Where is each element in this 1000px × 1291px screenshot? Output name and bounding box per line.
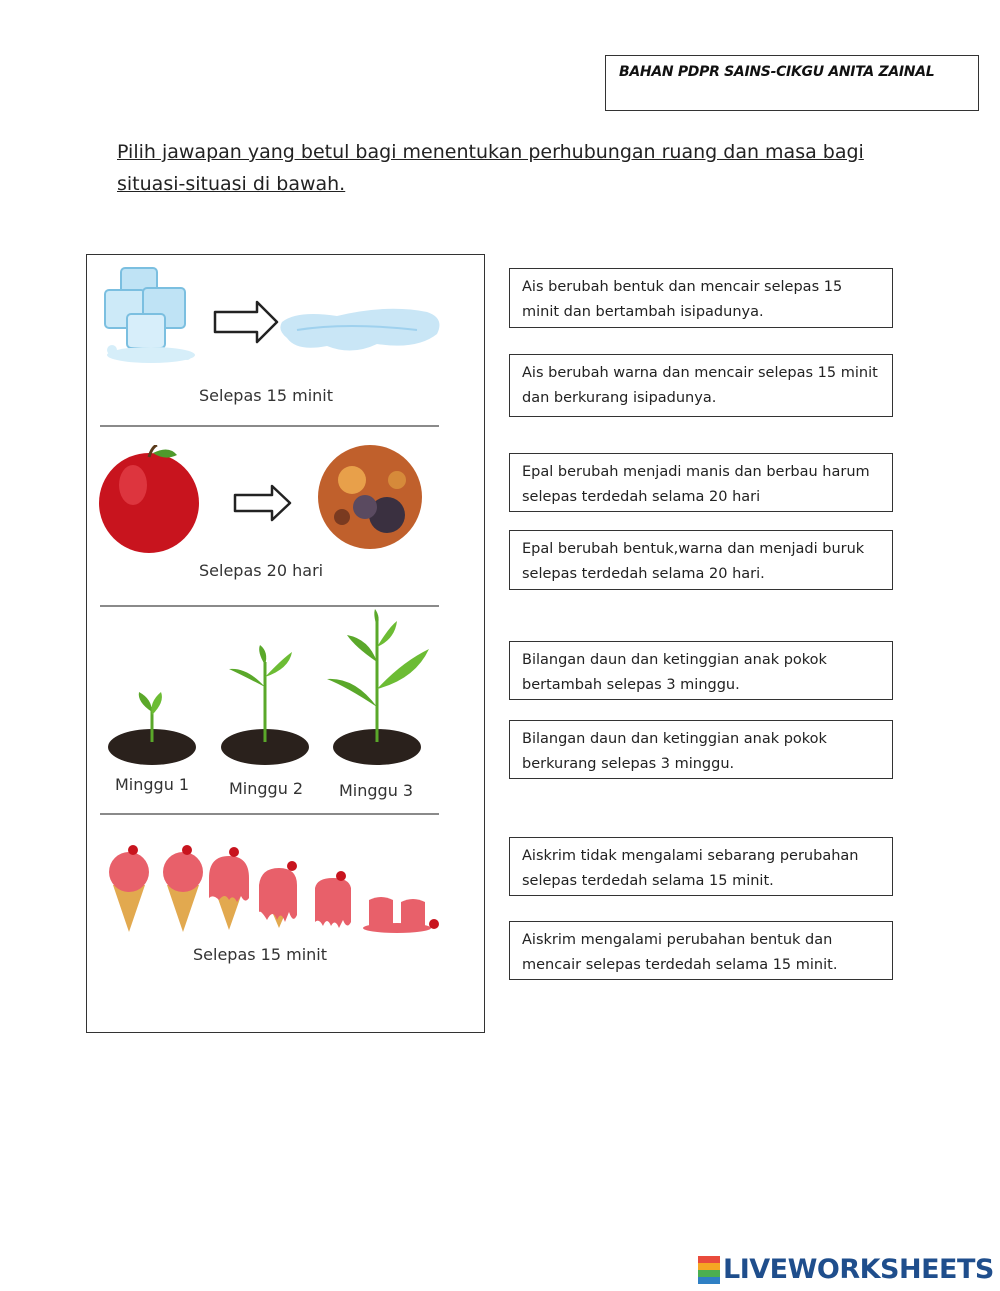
divider	[100, 813, 439, 815]
logo-badge-icon	[698, 1256, 720, 1284]
ice-melting-illustration	[97, 260, 447, 375]
answer-option[interactable]: Aiskrim tidak mengalami sebarang perubahan selepas terdedah selama 15 minit.	[509, 837, 893, 896]
seedling-week-1-icon	[108, 692, 196, 765]
water-puddle-icon	[280, 309, 439, 351]
divider	[100, 425, 439, 427]
ice-caption: Selepas 15 minit	[199, 386, 334, 405]
instruction-line-2: situasi-situasi di bawah.	[117, 173, 346, 195]
week-3-label: Minggu 3	[339, 781, 414, 800]
logo-text: LIVEWORKSHEETS	[723, 1254, 994, 1285]
answer-option[interactable]: Aiskrim mengalami perubahan bentuk dan mencair selepas terdedah selama 15 minit.	[509, 921, 893, 980]
fresh-apple-icon	[99, 445, 199, 553]
icecream-cone-icon	[109, 845, 149, 932]
seedling-week-3-icon	[327, 609, 429, 765]
instruction-line-1: Pilih jawapan yang betul bagi menentukan perhubungan ruang dan masa bagi	[117, 141, 864, 163]
answer-option[interactable]: Ais berubah warna dan mencair selepas 15 minit dan berkurang isipadunya.	[509, 354, 893, 417]
ice-cubes-icon	[105, 268, 195, 363]
answer-option[interactable]: Ais berubah bentuk dan mencair selepas 15 minit dan bertambah isipadunya.	[509, 268, 893, 328]
header-title: BAHAN PDPR SAINS-CIKGU ANITA ZAINAL	[619, 64, 935, 80]
answer-option[interactable]: Epal berubah bentuk,warna dan menjadi buruk selepas terdedah selama 20 hari.	[509, 530, 893, 590]
week-1-label: Minggu 1	[115, 775, 190, 794]
header-box	[605, 55, 979, 111]
icecream-melting-illustration	[97, 840, 447, 940]
icecream-melting-icon	[209, 847, 249, 930]
apple-caption: Selepas 20 hari	[199, 561, 324, 580]
liveworksheets-logo[interactable]	[698, 1254, 994, 1285]
week-2-label: Minggu 2	[229, 779, 304, 798]
instruction	[117, 136, 877, 200]
image-panel	[86, 254, 485, 1033]
apple-rotting-illustration	[97, 445, 447, 555]
icecream-puddle-icon	[363, 897, 439, 933]
icecream-cone-icon	[163, 845, 203, 932]
icecream-melting-icon	[259, 861, 297, 928]
answer-option[interactable]: Bilangan daun dan ketinggian anak pokok bertambah selepas 3 minggu.	[509, 641, 893, 700]
icecream-caption: Selepas 15 minit	[193, 945, 328, 964]
arrow-right-icon	[235, 486, 290, 520]
arrow-right-icon	[215, 302, 277, 342]
icecream-melting-icon	[315, 871, 351, 928]
answer-option[interactable]: Epal berubah menjadi manis dan berbau harum selepas terdedah selama 20 hari	[509, 453, 893, 512]
rotten-apple-icon	[318, 445, 422, 549]
seedling-week-2-icon	[221, 645, 309, 765]
plant-growth-illustration	[97, 607, 447, 772]
answer-option[interactable]: Bilangan daun dan ketinggian anak pokok berkurang selepas 3 minggu.	[509, 720, 893, 779]
